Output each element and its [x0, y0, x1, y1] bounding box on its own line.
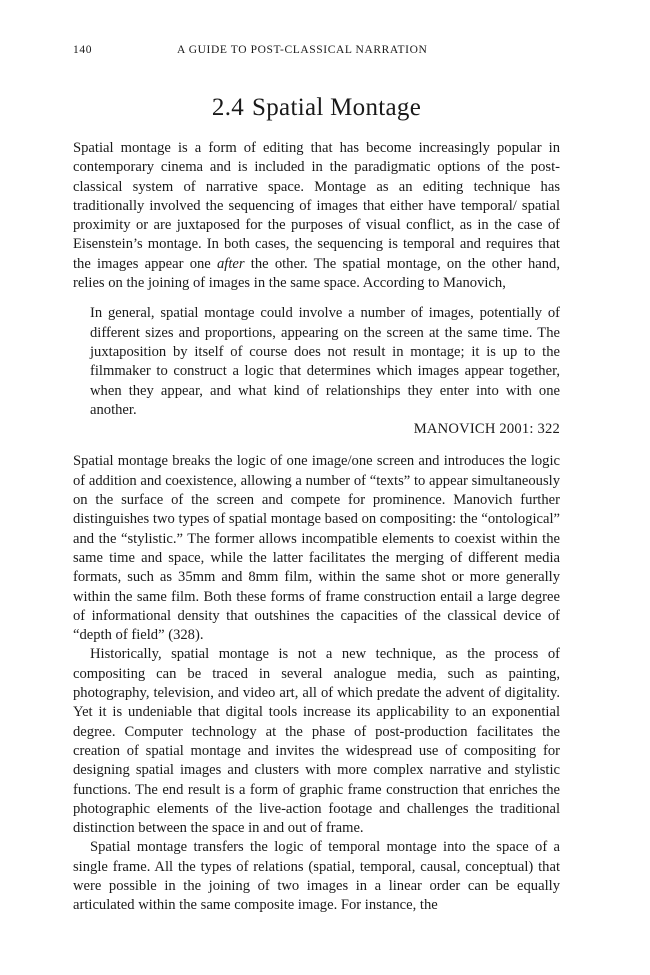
page-number: 140	[73, 44, 93, 56]
running-head	[73, 44, 560, 60]
quote-text: In general, spatial montage could involve a number of images, potentially of different sizes and proportions, appearing on the screen at the same time. The juxtaposition by itself of course does not result in montage; it is up to the filmmaker to construct a logic that determines which images appear together, when they appear, and what kind of relationships they enter into with one another.	[90, 305, 560, 418]
book-page	[73, 44, 560, 916]
block-quote	[90, 304, 560, 439]
section-heading	[73, 94, 560, 122]
paragraph-1-emphasis: after	[216, 255, 245, 272]
paragraph-4: Spatial montage transfers the logic of temporal montage into the space of a single frame. All the types of relations (spatial, temporal, causal, conceptual) that were possible in the joining of two images in a linear order can be equally articulated within the same composite image. For instance, the	[73, 839, 560, 914]
quote-citation: MANOVICH 2001: 322	[413, 421, 560, 438]
running-head-title: A GUIDE TO POST-CLASSICAL NARRATION	[177, 44, 428, 56]
paragraph-1-text-b: the other. The spatial montage, on the other hand, relies on the joining of images in the same space. According to Manovich,	[73, 255, 560, 292]
section-title: Spatial Montage	[252, 94, 422, 121]
paragraph-3: Historically, spatial montage is not a new technique, as the process of compositing can be traced in several analogue media, such as painting, photography, television, and video art, all of which predate the advent of digitality. Yet it is undeniable that digital tools increase its applicability to an exponential degree. Computer technology at the phase of post-production facilitates the creation of spatial montage and invites the widespread use of compositing for designing spatial images and clusters with more complex narrative and stylistic functions. The end result is a form of graphic frame construction that enriches the photographic elements of the live-action footage and challenges the traditional distinction between the space in and out of frame.	[73, 646, 560, 837]
paragraph-1	[73, 139, 560, 293]
paragraph-1-text-a: Spatial montage is a form of editing that has become increasingly popular in contemporary cinema and is included in the paradigmatic options of the post-classical system of narrative space. Montage as an editing technique has traditionally involved the sequencing of images that either have temporal/ spatial proximity or are juxtaposed for the purposes of visual conflict, as in the case of Eisenstein’s montage. In both cases, the sequencing is temporal and requires that the images appear one	[73, 140, 560, 272]
section-number: 2.4	[211, 94, 245, 121]
paragraph-2: Spatial montage breaks the logic of one image/one screen and introduces the logic of addition and coexistence, allowing a number of “texts” to appear simultaneously on the surface of the screen and compete for prominence. Manovich further distinguishes two types of spatial montage based on compositing: the “ontological” and the “stylistic.” The former allows incompatible elements to coexist within the same time and space, while the latter facilitates the merging of different media formats, such as 35mm and 8mm film, within the same shot or more generally within the same film. Both these forms of frame construction entail a large degree of informational density that outshines the capacities of the classical device of “depth of field” (328).	[73, 453, 560, 644]
